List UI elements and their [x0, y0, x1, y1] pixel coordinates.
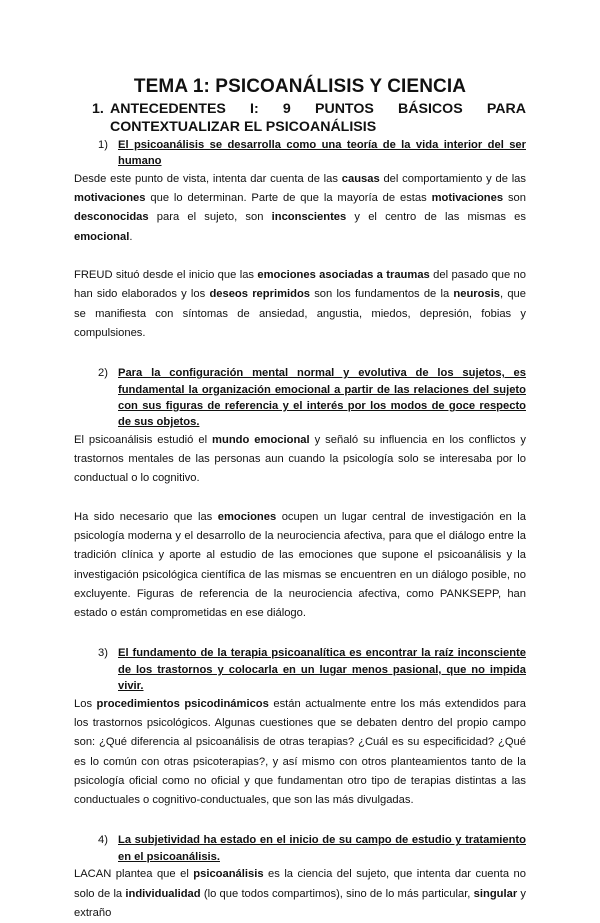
item-heading: El psicoanálisis se desarrolla como una teoría de la vida interior del ser humano	[118, 139, 526, 168]
paragraph: Desde este punto de vista, intenta dar cuenta de las causas del comportamiento y de las motivaciones que lo determinan. Parte de que la mayoría de estas motivaciones son desconocidas para el sujeto, son inconscientes y el centro de las mismas es emocional.	[74, 172, 527, 243]
list-item	[74, 365, 526, 431]
item-number: 1)	[98, 139, 108, 151]
paragraph: Ha sido necesario que las emociones ocupen un lugar central de investigación en la psicología moderna y el desarrollo de la neurociencia afectiva, para que el diálogo entre la tradición clínica y aporte al estudio de las emociones que supone el psicoanálisis y la investigación psicológica científica de las mismas se encuentren en un diálogo posible, no excluyente. Figuras de referencia de la neurociencia afectiva, como PANKSEPP, han estado o están comprometidas en ese diálogo.	[74, 510, 526, 620]
section-title-line-1: ANTECEDENTES I: 9 PUNTOS BÁSICOS PARA	[110, 101, 526, 117]
item-number: 3)	[98, 647, 108, 660]
paragraph: El psicoanálisis estudió el mundo emocional y señaló su influencia en los conflictos y trastornos mentales de las personas aun cuando la psicología solo se interesaba por lo conductual o lo cognitivo.	[74, 433, 527, 485]
item-number: 2)	[98, 367, 108, 380]
paragraph: FREUD situó desde el inicio que las emociones asociadas a traumas del pasado que no han sido elaborados y los deseos reprimidos son los fundamentos de la neurosis, que se manifiesta con síntomas de ansiedad, angustia, miedos, depresión, fobias y compulsiones.	[74, 269, 527, 339]
section-title-line-2: CONTEXTUALIZAR EL PSICOANÁLISIS	[110, 119, 377, 135]
section-number: 1.	[92, 101, 104, 117]
paragraph: LACAN plantea que el psicoanálisis es la ciencia del sujeto, que intenta dar cuenta no solo de la individualidad (lo que todos compartimos), sino de lo más particular, singular y extraño	[74, 868, 527, 919]
item-number: 4)	[98, 834, 108, 847]
item-heading: La subjetividad ha estado en el inicio de su campo de estudio y tratamiento en el psicoanálisis.	[118, 834, 526, 863]
item-heading: Para la configuración mental normal y evolutiva de los sujetos, es fundamental la organización emocional a partir de las relaciones del sujeto con sus figuras de referencia y el interés por los modos de goce respecto de sus objetos.	[118, 367, 526, 429]
section-heading	[74, 100, 526, 136]
document-title: TEMA 1: PSICOANÁLISIS Y CIENCIA	[133, 76, 467, 97]
item-heading: El fundamento de la terapia psicoanalítica es encontrar la raíz inconsciente de los trastornos y colocarla en un lugar menos pasional, que no impida vivir.	[118, 647, 526, 693]
list-item	[74, 137, 526, 170]
paragraph: Los procedimientos psicodinámicos están actualmente entre los más extendidos para los trastornos psicológicos. Algunas cuestiones que se debaten dentro del propio campo son: ¿Qué diferencia al psicoanálisis de otras terapias? ¿Cuál es su especificidad? ¿Qué es lo común con otras psicoterapias?, y así mismo con otros planteamientos tanto de la psicología oficial como no oficial y que fundamentan otro tipo de terapias distintas a las conductuales o cognitivo-conductuales, que son las más divulgadas.	[74, 697, 527, 807]
list-item	[74, 832, 526, 865]
list-item	[74, 645, 526, 694]
